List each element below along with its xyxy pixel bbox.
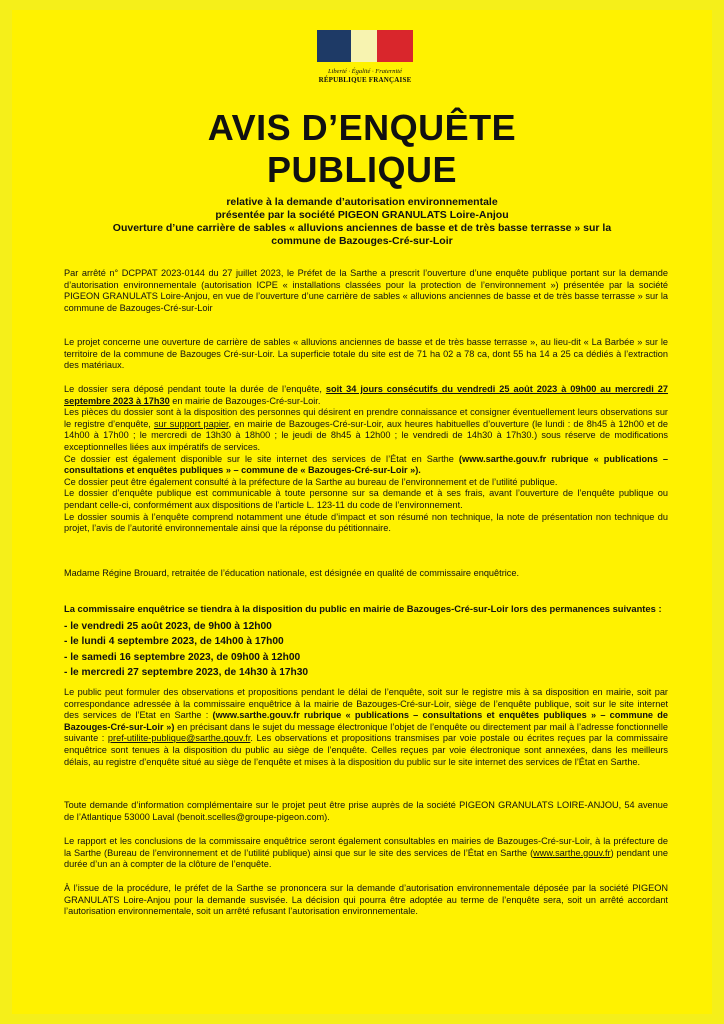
page-title-line1: AVIS D’ENQUÊTE [207, 107, 517, 148]
email-link[interactable]: pref-utilite-publique@sarthe.gouv.fr [107, 733, 251, 744]
sarthe-website-link[interactable]: www.sarthe.gouv.fr [533, 847, 611, 858]
paragraph-internet: Ce dossier est également disponible sur le site internet des services de l’État en Sarthe (www.sarthe.gouv.fr rubrique « publications – consultations et enquêtes publiques » – commune de « Bazouges-Cré-sur-Loir »). [64, 453, 668, 476]
paragraph-communicable: Le dossier d’enquête publique est communicable à toute personne sur sa demande et à ses frais, avant l’ouverture de l’enquête publique ou pendant celle-ci, conformément aux dispositions de l’article L. 123-11 du code de l’environnement. [64, 488, 668, 510]
list-item: - le mercredi 27 septembre 2023, de 14h30 à 17h30 [64, 667, 309, 678]
paragraph-information: Toute demande d’information complémentaire sur le projet peut être prise auprès de la société PIGEON GRANULATS LOIRE-ANJOU, 54 avenue de l’Atlantique 53000 Laval (benoit.scelles@groupe-pigeon.com). [64, 800, 668, 822]
paragraph-prefecture: Ce dossier peut être également consulté à la préfecture de la Sarthe au bureau de l’environnement et de l’utilité publique. [64, 476, 558, 487]
paragraph-dossier-contenu: Le dossier soumis à l’enquête comprend notamment une étude d’impact et son résumé non technique, la note de présentation non technique du projet, l’avis de l’autorité environnementale ainsi que la réponse du pétitionnaire. [64, 511, 668, 534]
paragraph-duree: Le dossier sera déposé pendant toute la durée de l’enquête, soit 34 jours consécutifs du vendredi 25 août 2023 à 09h00 au mercredi 27 septembre 2023 à 17h30 en mairie de Bazouges-Cré-sur-Loir. [64, 384, 668, 406]
paragraph-rapport: Le rapport et les conclusions de la commissaire enquêtrice seront également consultables en mairies de Bazouges-Cré-sur-Loir, à la préfecture de la Sarthe (Bureau de l’environnement et de l’utilité publique) ainsi que sur le site des services de l’État en Sarthe (www.sarthe.gouv.fr) pendant une durée d’un an à compter de la clôture de l’enquête. [64, 836, 668, 870]
dossier-section [64, 384, 668, 535]
paragraph-arrete: Par arrêté n° DCPPAT 2023-0144 du 27 juillet 2023, le Préfet de la Sarthe a prescrit l’ouverture d’une enquête publique portant sur la demande d’autorisation environnementale (autorisation ICPE « installations classées pour la protection de l’environnement ») présentée par la société PIGEON GRANULATS Loire-Anjou, en vue de l’ouverture d’une carrière de sables « alluvions anciennes de basse et de très basse terrasse » sur la commune de Bazouges-Cré-sur-Loir [64, 268, 668, 313]
subtitle [110, 196, 614, 248]
paragraph-pieces: Les pièces du dossier sont à la disposition des personnes qui désirent en prendre connaissance et consigner éventuellement leurs observations sur le registre d’enquête, sur support papier, en mairie de Bazouges-Cré-sur-Loir, aux heures habituelles d’ouverture (le lundi : de 8h45 à 12h00 et de 14h00 à 17h00 ; le mercredi de 13h30 à 18h00 ; le jeudi de 8h45 à 12h00 ; le vendredi de 14h30 à 17h30.) sous réserve de modifications exceptionnelles liées aux impératifs de services. [64, 407, 669, 452]
page-title-line2: PUBLIQUE [266, 149, 457, 190]
paragraph-commissaire: Madame Régine Brouard, retraitée de l’éducation nationale, est désignée en qualité de commissaire enquêtrice. [64, 568, 520, 578]
republique-francaise-logo [317, 30, 413, 88]
logo-motto: Liberté · Égalité · Fraternité [327, 68, 403, 75]
paragraph-observations: Le public peut formuler des observations et propositions pendant le délai de l’enquête, soit sur le registre mis à sa disposition en mairie, soit par correspondance adressée à la commissaire enquêtrice à la mairie de Bazouges-Cré-sur-Loir, siège de l’enquête publique, soit sur le site internet des services de l’Etat en Sarthe : (www.sarthe.gouv.fr rubrique « publications – consultations et enquêtes publiques » – commune de Bazouges-Cré-sur-Loir ») en précisant dans le sujet du message électronique l’objet de l’enquête ou directement par mail à l’adresse fonctionnelle suivante : pref-utilite-publique@sarthe.gouv.fr. Les observations et propositions transmises par voie postale ou écrites reçues par la commissaire enquêtrice sont tenues à la disposition du public au siège de l’enquête. Celles reçues par voie électronique sont annexées, dans les meilleurs délais, au registre d’enquête situé au siège de l’enquête et mises à la disposition du public sur le site internet des services de l’État en Sarthe. [64, 687, 668, 767]
subtitle-line1: relative à la demande d’autorisation environnementale [226, 196, 498, 208]
subtitle-line2: présentée par la société PIGEON GRANULATS Loire-Anjou [215, 209, 509, 221]
permanences-list [64, 601, 668, 681]
list-item: - le vendredi 25 août 2023, de 9h00 à 12h00 [64, 620, 272, 632]
list-item: - le lundi 4 septembre 2023, de 14h00 à 17h00 [64, 636, 284, 647]
marianne-flag-icon [317, 30, 413, 62]
paragraph-projet: Le projet concerne une ouverture de carrière de sables « alluvions anciennes de basse et de très basse terrasse », au lieu-dit « La Barbée » sur le territoire de la commune de Bazouges Cré-sur-Loir. La superficie totale du site est de 71 ha 02 a 78 ca, dont 55 ha 14 a 25 ca dédiés à l’extraction des matériaux. [64, 337, 668, 371]
subtitle-line3: Ouverture d’une carrière de sables « alluvions anciennes de basse et de très basse terrasse » sur la commune de Bazouges-Cré-sur-Loir [112, 222, 612, 247]
paragraph-decision: À l’issue de la procédure, le préfet de la Sarthe se prononcera sur la demande d’autorisation environnementale déposée par la société PIGEON GRANULATS Loire-Anjou pour la demande susvisée. La décision qui pourra être adoptée au terme de l’enquête sera, soit un arrêté accordant l’autorisation environnementale, soit un arrêté refusant l’autorisation environnementale. [64, 883, 668, 917]
logo-name: RÉPUBLIQUE FRANÇAISE [318, 76, 412, 84]
list-item: - le samedi 16 septembre 2023, de 09h00 à 12h00 [64, 651, 301, 663]
permanences-heading: La commissaire enquêtrice se tiendra à la disposition du public en mairie de Bazouges-Cré-sur-Loir lors des permanences suivantes : [64, 603, 662, 614]
enquete-dates: soit 34 jours consécutifs du vendredi 25 août 2023 à 09h00 au mercredi 27 septembre 2023 à 17h30 [64, 384, 668, 406]
sarthe-website-ref: (www.sarthe.gouv.fr rubrique « publications – consultations et enquêtes publiques » – commune de « Bazouges-Cré-sur-Loir »). [64, 453, 668, 476]
